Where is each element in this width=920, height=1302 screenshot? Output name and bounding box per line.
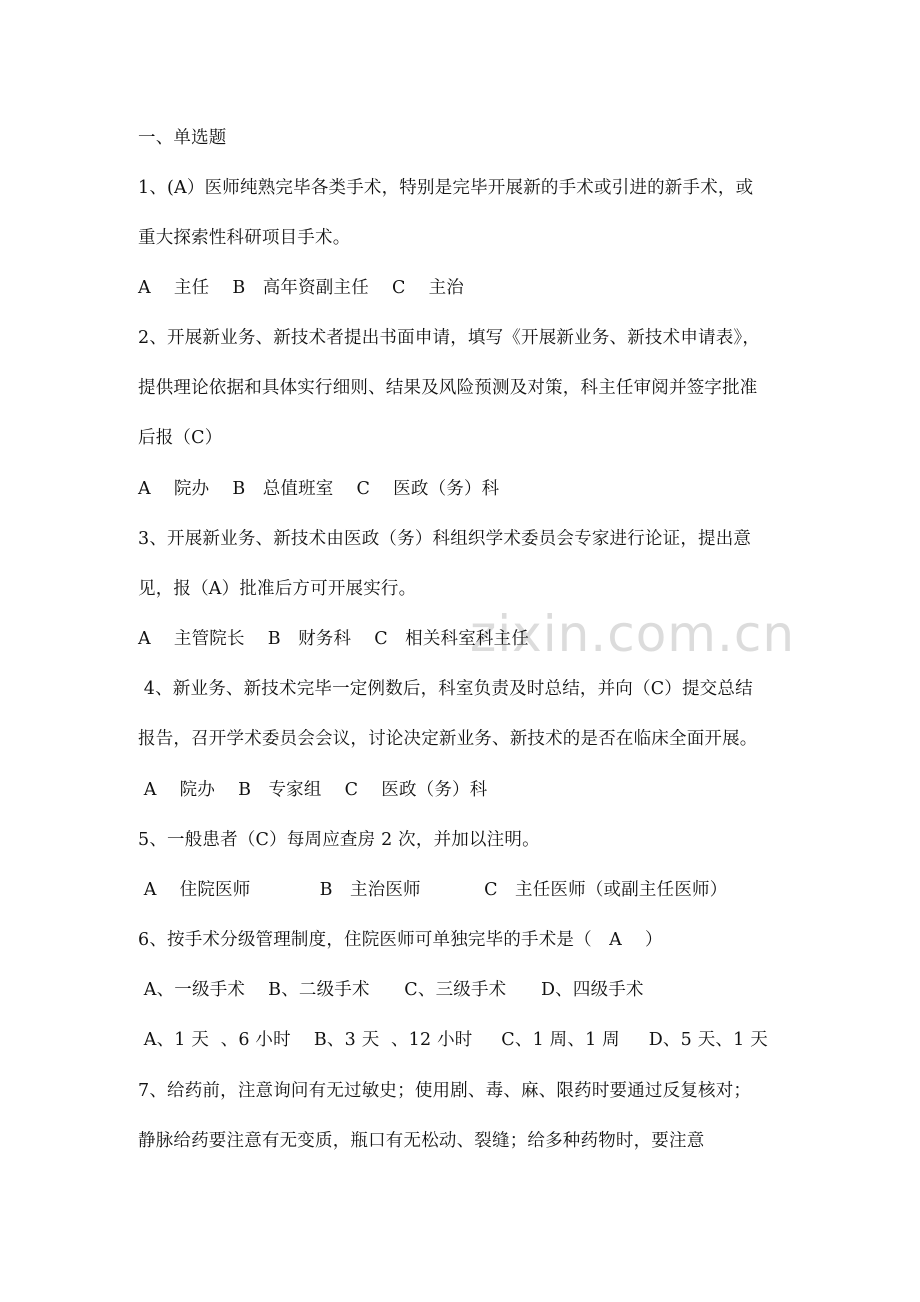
- question-2-line-3: 后报（C）: [138, 428, 223, 448]
- question-4-line-2: 报告，召开学术委员会会议，讨论决定新业务、新技术的是否在临床全面开展。: [138, 729, 758, 749]
- question-6-options: A、一级手术 B、二级手术 C、三级手术 D、四级手术: [138, 980, 644, 1000]
- section-title: 一、单选题: [138, 128, 227, 148]
- question-7-line-2: 静脉给药要注意有无变质，瓶口有无松动、裂缝；给多种药物时，要注意: [138, 1131, 705, 1151]
- question-2-line-1: 2、开展新业务、新技术者提出书面申请，填写《开展新业务、新技术申请表》，: [138, 328, 761, 348]
- question-4-line-1: 4、新业务、新技术完毕一定例数后，科室负责及时总结，并向（C）提交总结: [138, 679, 753, 699]
- question-3-line-2: 见，报（A）批准后方可开展实行。: [138, 579, 417, 599]
- watermark: zixin.com.cn: [470, 605, 796, 663]
- question-6-line-1: 6、按手术分级管理制度，住院医师可单独完毕的手术是（ A ）: [138, 930, 663, 950]
- question-5-line-1: 5、一般患者（C）每周应查房 2 次，并加以注明。: [138, 830, 540, 850]
- question-2-line-2: 提供理论依据和具体实行细则、结果及风险预测及对策，科主任审阅并签字批准: [138, 378, 758, 398]
- question-1-line-1: 1、(A）医师纯熟完毕各类手术，特别是完毕开展新的手术或引进的新手术，或: [138, 178, 754, 198]
- question-1-line-2: 重大探索性科研项目手术。: [138, 228, 351, 248]
- question-7-line-1: 7、给药前，注意询问有无过敏史；使用剧、毒、麻、限药时要通过反复核对；: [138, 1081, 752, 1101]
- question-4-options: A 院办 B 专家组 C 医政（务）科: [138, 780, 488, 800]
- question-1-options: A 主任 B 高年资副主任 C 主治: [138, 278, 464, 298]
- question-2-options: A 院办 B 总值班室 C 医政（务）科: [138, 479, 500, 499]
- question-3-line-1: 3、开展新业务、新技术由医政（务）科组织学术委员会专家进行论证，提出意: [138, 529, 752, 549]
- question-3-options: A 主管院长 B 财务科 C 相关科室科主任: [138, 629, 530, 649]
- question-5-options: A 住院医师 B 主治医师 C 主任医师（或副主任医师）: [138, 880, 728, 900]
- question-6-extra-options: A、1 天 、6 小时 B、3 天 、12 小时 C、1 周、1 周 D、5 天、1 天: [138, 1030, 768, 1050]
